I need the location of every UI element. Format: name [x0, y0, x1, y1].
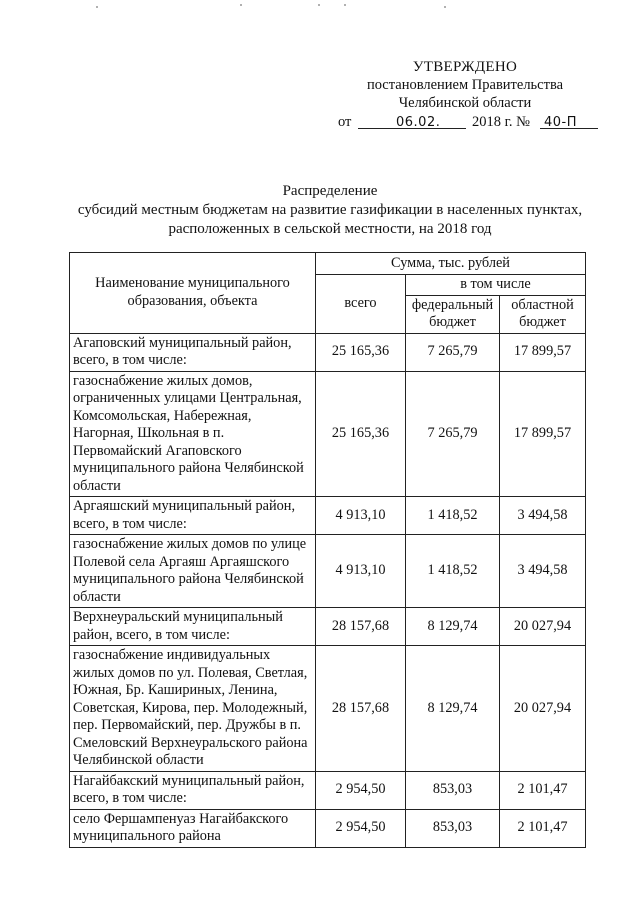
- header-federal: федеральный бюджет: [406, 295, 500, 333]
- header-total: всего: [316, 275, 406, 334]
- table-row: [70, 333, 586, 371]
- row-name: газоснабжение жилых домов по улице Полевой села Аргаяш Аргаяшского муниципального района Челябинской области: [70, 535, 316, 608]
- row-federal: 8 129,74: [406, 646, 500, 772]
- header-including: в том числе: [406, 275, 586, 296]
- row-name: газоснабжение индивидуальных жилых домов по ул. Полевая, Светлая, Южная, Бр. Кашириных, Ленина, Советская, Кирова, пер. Молодежный, пер. Первомайский, пер. Дружбы в п. Смеловский Верхнеуральского района Челябинской области: [70, 646, 316, 772]
- row-name: Нагайбакский муниципальный район, всего, в том числе:: [70, 771, 316, 809]
- subsidy-table: [69, 252, 586, 848]
- table-row: [70, 371, 586, 497]
- table-row: [70, 771, 586, 809]
- table-row: [70, 646, 586, 772]
- row-regional: 2 101,47: [500, 809, 586, 847]
- row-name: Агаповский муниципальный район, всего, в том числе:: [70, 333, 316, 371]
- row-total: 2 954,50: [316, 809, 406, 847]
- row-total: 25 165,36: [316, 371, 406, 497]
- scan-speck: [344, 4, 346, 6]
- row-federal: 853,03: [406, 771, 500, 809]
- row-federal: 7 265,79: [406, 333, 500, 371]
- table-row: [70, 809, 586, 847]
- scan-speck: [318, 4, 320, 6]
- row-regional: 17 899,57: [500, 333, 586, 371]
- header-name-column: Наименование муниципального образования, объекта: [70, 253, 316, 334]
- table-row: [70, 535, 586, 608]
- approval-date-line: [330, 113, 600, 133]
- table-row: [70, 608, 586, 646]
- decree-number: 40-П: [544, 115, 578, 130]
- approval-decree: постановлением Правительства: [366, 77, 564, 93]
- scan-speck: [240, 4, 242, 6]
- row-total: 4 913,10: [316, 535, 406, 608]
- header-regional: областной бюджет: [500, 295, 586, 333]
- from-label: от: [338, 114, 352, 130]
- row-name: Верхнеуральский муниципальный район, всего, в том числе:: [70, 608, 316, 646]
- row-federal: 1 418,52: [406, 535, 500, 608]
- title-line-2: субсидий местным бюджетам на развитие газификации в населенных пунктах,: [77, 202, 583, 218]
- row-name: Аргаяшский муниципальный район, всего, в том числе:: [70, 497, 316, 535]
- title-line-3: расположенных в сельской местности, на 2018 год: [168, 221, 492, 237]
- row-total: 25 165,36: [316, 333, 406, 371]
- row-federal: 853,03: [406, 809, 500, 847]
- table-row: [70, 497, 586, 535]
- row-regional: 20 027,94: [500, 608, 586, 646]
- decree-year: 2018 г. №: [472, 114, 531, 130]
- row-total: 2 954,50: [316, 771, 406, 809]
- scan-speck: [444, 6, 446, 8]
- row-federal: 7 265,79: [406, 371, 500, 497]
- row-regional: 20 027,94: [500, 646, 586, 772]
- row-name: газоснабжение жилых домов, ограниченных улицами Центральная, Комсомольская, Набережная, Нагорная, Школьная в п. Первомайский Агаповского муниципального района Челябинской области: [70, 371, 316, 497]
- title-line-1: Распределение: [282, 183, 378, 199]
- row-regional: 17 899,57: [500, 371, 586, 497]
- row-total: 28 157,68: [316, 608, 406, 646]
- row-regional: 3 494,58: [500, 535, 586, 608]
- row-total: 28 157,68: [316, 646, 406, 772]
- row-total: 4 913,10: [316, 497, 406, 535]
- scan-speck: [96, 6, 98, 8]
- header-sum: Сумма, тыс. рублей: [316, 253, 586, 275]
- row-federal: 1 418,52: [406, 497, 500, 535]
- approval-heading: УТВЕРЖДЕНО: [412, 59, 518, 75]
- document-title: [40, 182, 620, 239]
- approval-region: Челябинской области: [398, 95, 532, 111]
- row-regional: 3 494,58: [500, 497, 586, 535]
- row-regional: 2 101,47: [500, 771, 586, 809]
- decree-date: 06.02.: [396, 115, 441, 130]
- approval-stamp: [330, 58, 600, 133]
- row-name: село Фершампенуаз Нагайбакского муниципального района: [70, 809, 316, 847]
- row-federal: 8 129,74: [406, 608, 500, 646]
